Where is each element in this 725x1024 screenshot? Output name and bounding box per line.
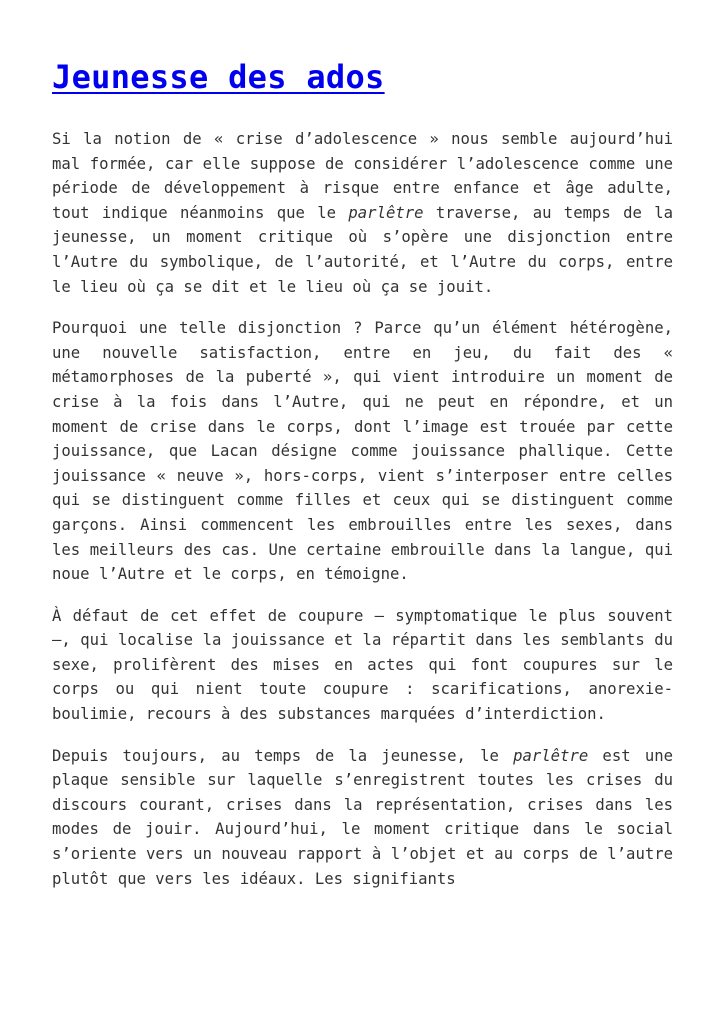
paragraph-3 bbox=[52, 604, 673, 727]
paragraph-text: est une plaque sensible sur laquelle s’enregistrent toutes les crises du discours courant, crises dans la représentation, crises dans les modes de jouir. Aujourd’hui, le moment critique dans le social s’oriente vers un nouveau rapport à l’objet et au corps de l’autre plutôt que vers les idéaux. Les signifiants bbox=[52, 746, 673, 888]
article-body bbox=[52, 127, 673, 891]
italic-term: parlêtre bbox=[513, 746, 589, 765]
paragraph-text: Si la notion de « crise d’adolescence » nous semble aujourd’hui mal formée, car elle suppose de considérer l’adolescence comme une période de développement à risque entre enfance et âge adulte, tout indique néanmoins que le bbox=[52, 130, 673, 222]
article-title-link[interactable]: Jeunesse des ados bbox=[52, 58, 385, 96]
paragraph-text: Pourquoi une telle disjonction ? Parce qu’un élément hétérogène, une nouvelle satisfaction, entre en jeu, du fait des « métamorphoses de la puberté », qui vient introduire un moment de crise à la fois dans l’Autre, qui ne peut en répondre, et un moment de crise dans le corps, dont l’image est trouée par cette jouissance, que Lacan désigne comme jouissance phallique. Cette jouissance « neuve », hors-corps, vient s’interposer entre celles qui se distinguent comme filles et ceux qui se distinguent comme garçons. Ainsi commencent les embrouilles entre les sexes, dans les meilleurs des cas. Une certaine embrouille dans la langue, qui noue l’Autre et le corps, en témoigne. bbox=[52, 319, 673, 584]
paragraph-1 bbox=[52, 127, 673, 299]
article-title bbox=[52, 52, 673, 102]
paragraph-text: traverse, au temps de la jeunesse, un moment critique où s’opère une disjonction entre l’Autre du symbolique, de l’autorité, et l’Autre du corps, entre le lieu où ça se dit et le lieu où ça se jouit. bbox=[52, 203, 673, 296]
italic-term: parlêtre bbox=[348, 203, 424, 222]
paragraph-text: Depuis toujours, au temps de la jeunesse, le bbox=[52, 746, 514, 765]
paragraph-text: À défaut de cet effet de coupure – symptomatique le plus souvent –, qui localise la jouissance et la répartit dans les semblants du sexe, prolifèrent des mises en actes qui font coupures sur le corps ou qui nient toute coupure : scarifications, anorexie-boulimie, recours à des substances marquées d’interdiction. bbox=[52, 606, 673, 724]
article bbox=[52, 52, 673, 908]
paragraph-4 bbox=[52, 744, 673, 892]
paragraph-2 bbox=[52, 316, 673, 587]
